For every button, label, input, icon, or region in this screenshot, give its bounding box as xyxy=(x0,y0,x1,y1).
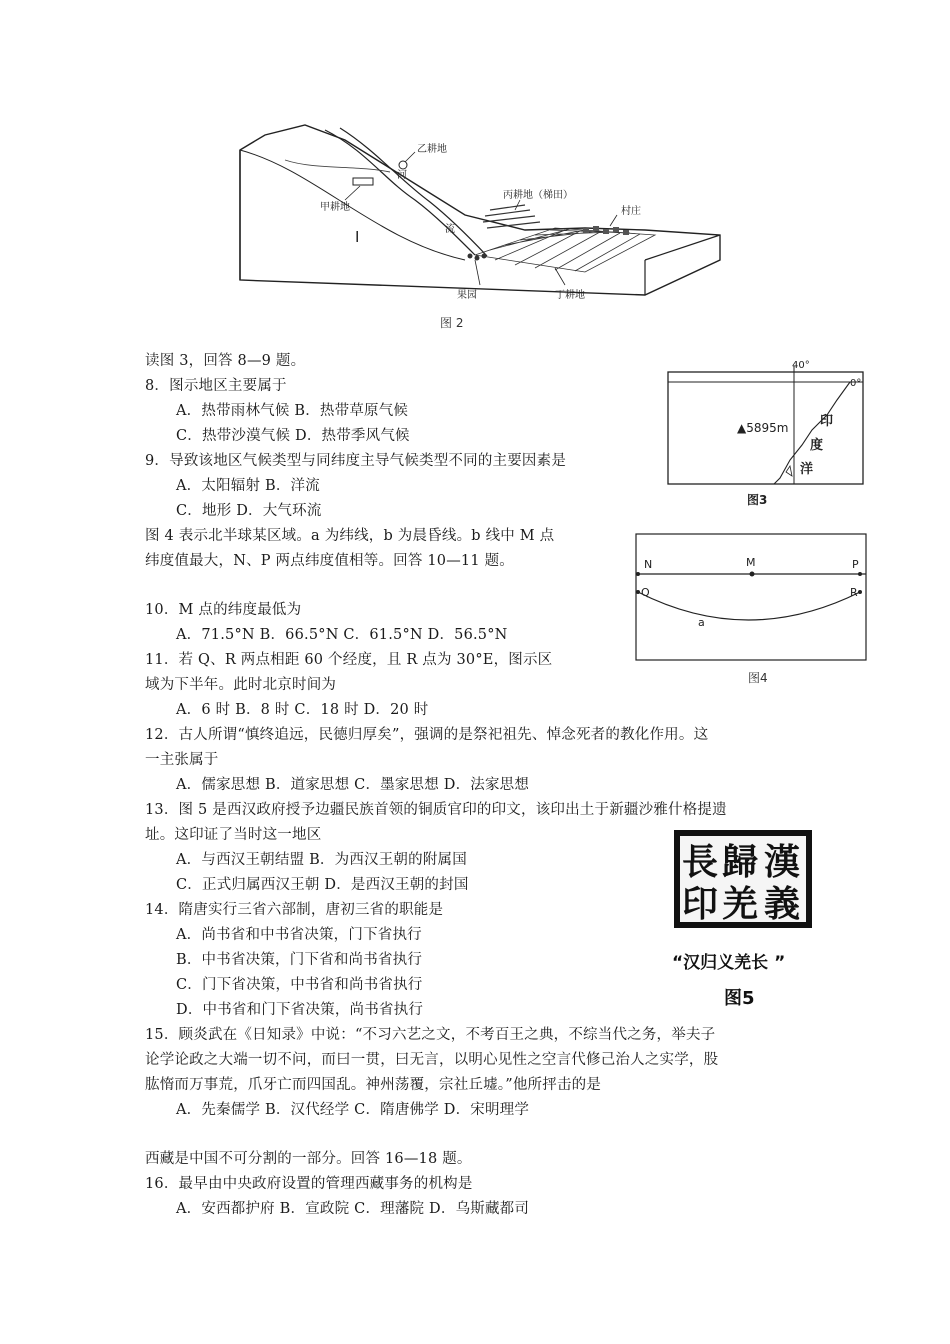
question-12-cont: 一主张属于 xyxy=(145,752,219,768)
question-11-cont: 域为下半年。此时北京时间为 xyxy=(145,677,337,693)
label-village: 村庄 xyxy=(621,206,641,217)
q10-options: A．71.5°N B．66.5°N C．61.5°N D．56.5°N xyxy=(176,627,508,643)
q16-options: A．安西都护府 B．宣政院 C．理藩院 D．乌斯藏都司 xyxy=(176,1201,530,1217)
seal-image xyxy=(668,822,818,932)
seal-glyph: 漢 xyxy=(764,842,801,883)
fig3-longitude: 40° xyxy=(792,360,810,371)
q14-option-d: D．中书省和门下省决策，尚书省执行 xyxy=(176,1002,424,1018)
tibet-intro: 西藏是中国不可分割的一部分。回答 16—18 题。 xyxy=(145,1151,472,1167)
text-line: 读图 3，回答 8—9 题。 xyxy=(145,353,306,369)
q9-options-cd: C．地形 D．大气环流 xyxy=(176,503,322,519)
question-14: 14．隋唐实行三省六部制，唐初三省的职能是 xyxy=(145,902,444,918)
q12-options: A．儒家思想 B．道家思想 C．墨家思想 D．法家思想 xyxy=(176,777,530,793)
question-12: 12．古人所谓“慎终追远，民德归厚矣”，强调的是祭祀祖先、悼念死者的教化作用。这 xyxy=(145,727,709,743)
seal-glyph: 羌 xyxy=(722,884,759,925)
seal-glyph: 長 xyxy=(682,842,719,883)
label-ding-field: 丁耕地 xyxy=(555,290,585,301)
figure-3-map xyxy=(662,360,872,512)
seal-glyph: 歸 xyxy=(722,842,759,883)
fig3-ocean-char-2: 度 xyxy=(810,438,824,453)
seal-glyph: 義 xyxy=(764,884,801,925)
fig4-point-m: M xyxy=(746,556,756,569)
fig3-ocean-char-3: 洋 xyxy=(800,462,814,477)
fig3-latitude: 0° xyxy=(850,378,862,389)
q14-option-c: C．门下省决策，中书省和尚书省执行 xyxy=(176,977,423,993)
label-orchard: 果园 xyxy=(457,290,477,301)
q8-options-ab: A．热带雨林气候 B．热带草原气候 xyxy=(176,403,409,419)
label-river-2: 流 xyxy=(445,224,455,235)
question-16: 16．最早由中央政府设置的管理西藏事务的机构是 xyxy=(145,1176,473,1192)
figure-5-seal xyxy=(668,822,818,932)
label-jia-field: 甲耕地 xyxy=(320,202,350,213)
question-15: 15．顾炎武在《日知录》中说：“不习六艺之文，不考百王之典，不综当代之务，举夫子 xyxy=(145,1027,716,1043)
q14-option-a: A．尚书省和中书省决策，门下省执行 xyxy=(176,927,422,943)
fig4-label-a: a xyxy=(698,616,705,629)
question-10: 10．M 点的纬度最低为 xyxy=(145,602,302,618)
figure-2-caption: 图 2 xyxy=(440,316,464,330)
fig4-point-r: R xyxy=(850,586,858,599)
question-13-cont: 址。这印证了当时这一地区 xyxy=(145,827,322,843)
fig4-intro-1: 图 4 表示北半球某区域。a 为纬线，b 为晨昏线。b 线中 M 点 xyxy=(145,528,555,544)
q9-options-ab: A．太阳辐射 B．洋流 xyxy=(176,478,320,494)
question-15-cont-2: 肱惰而万事荒，爪牙亡而四国乱。神州荡覆，宗社丘墟。”他所抨击的是 xyxy=(145,1077,602,1093)
q13-options-cd: C．正式归属西汉王朝 D．是西汉王朝的封国 xyxy=(176,877,469,893)
question-13: 13．图 5 是西汉政府授予边疆民族首领的铜质官印的印文，该印出土于新疆沙雅什格提遗 xyxy=(145,802,727,818)
label-roman-i: I xyxy=(355,228,360,246)
label-river-1: 河 xyxy=(397,170,407,181)
fig4-point-n: N xyxy=(644,558,653,571)
figure-5-caption: 图5 xyxy=(724,988,755,1009)
question-11: 11．若 Q、R 两点相距 60 个经度，且 R 点为 30°E，图示区 xyxy=(145,652,553,668)
q13-options-ab: A．与西汉王朝结盟 B．为西汉王朝的附属国 xyxy=(176,852,467,868)
q14-option-b: B．中书省决策，门下省和尚书省执行 xyxy=(176,952,423,968)
figure-4-caption: 图4 xyxy=(748,671,768,685)
seal-glyph: 印 xyxy=(682,884,719,925)
figure-3-caption: 图3 xyxy=(747,493,768,507)
label-bing-field: 丙耕地（梯田） xyxy=(503,190,573,201)
figure-4-diagram xyxy=(628,530,873,690)
q8-options-cd: C．热带沙漠气候 D．热带季风气候 xyxy=(176,428,410,444)
label-yi-field: 乙耕地 xyxy=(417,144,447,155)
fig3-ocean-char-1: 印 xyxy=(820,414,834,429)
question-15-cont-1: 论学论政之大端一切不问，而曰一贯，曰无言，以明心见性之空言代修己治人之实学，股 xyxy=(145,1052,719,1068)
fig4-intro-2: 纬度值最大，N、P 两点纬度值相等。回答 10—11 题。 xyxy=(145,553,514,569)
fig4-point-q: Q xyxy=(641,586,650,599)
figure-2-terrain-diagram xyxy=(225,110,725,335)
fig3-peak-elevation: ▲5895m xyxy=(737,421,789,435)
seal-inscription: “汉归义羌长 ” xyxy=(672,953,786,973)
question-9: 9．导致该地区气候类型与同纬度主导气候类型不同的主要因素是 xyxy=(145,453,567,469)
q11-options: A．6 时 B．8 时 C．18 时 D．20 时 xyxy=(176,702,429,718)
fig4-point-p: P xyxy=(852,558,859,571)
q15-options: A．先秦儒学 B．汉代经学 C．隋唐佛学 D．宋明理学 xyxy=(176,1102,530,1118)
question-8: 8．图示地区主要属于 xyxy=(145,378,287,394)
